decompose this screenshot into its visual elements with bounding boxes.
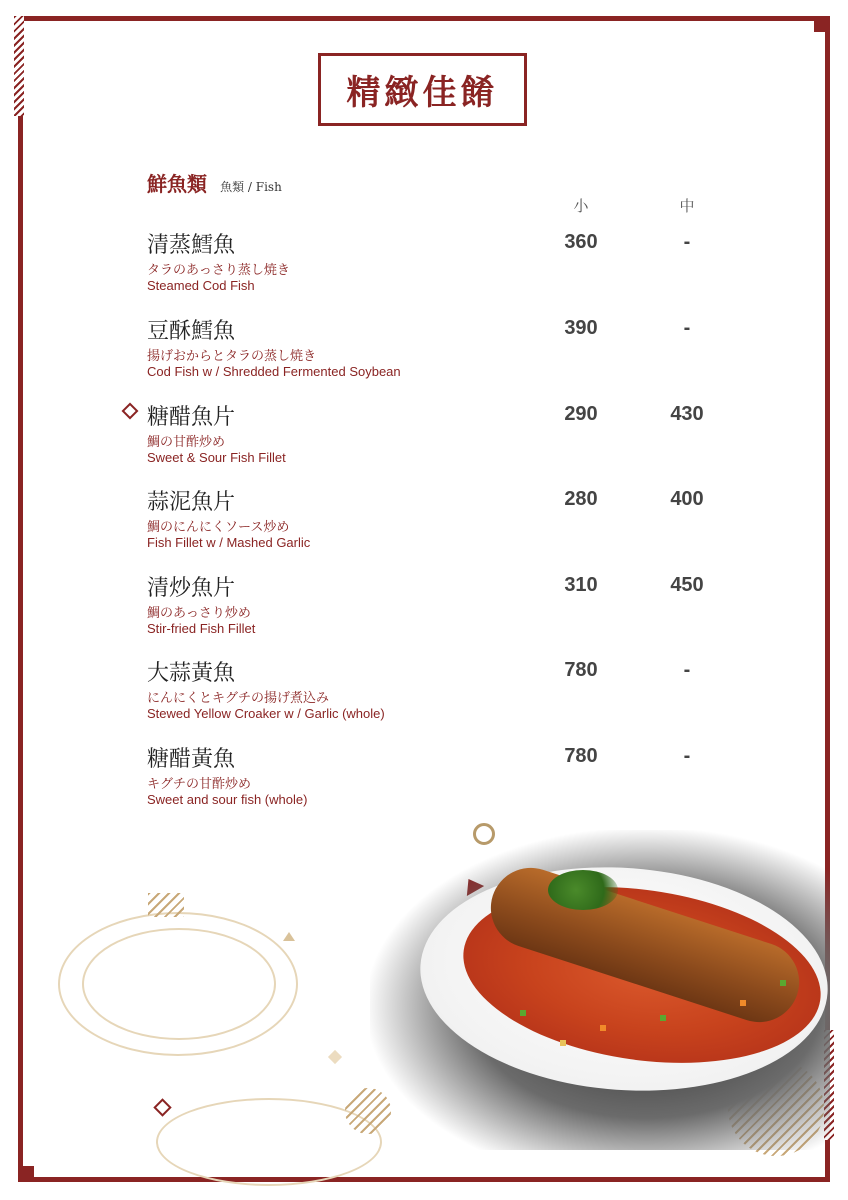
- item-name-zh: 豆酥鱈魚: [147, 319, 236, 344]
- price-medium: 430: [670, 403, 704, 425]
- price-small: 780: [564, 659, 598, 681]
- menu-item: [147, 485, 747, 565]
- page-title-box: [318, 53, 527, 126]
- price-small: 390: [564, 317, 598, 339]
- item-name-en: Sweet & Sour Fish Fillet: [147, 450, 286, 465]
- menu-item: [147, 228, 747, 308]
- section-title: 鮮魚類: [147, 172, 207, 196]
- item-name-zh: 清蒸鱈魚: [147, 233, 236, 258]
- item-name-en: Steamed Cod Fish: [147, 278, 255, 293]
- decorative-hatch-small: [148, 893, 184, 917]
- price-medium: -: [683, 317, 691, 339]
- menu-item: [147, 571, 747, 651]
- menu-item: [147, 742, 747, 822]
- menu-item: [147, 314, 747, 394]
- dish-vegetable: [600, 1025, 606, 1031]
- triangle-icon: [283, 932, 295, 941]
- item-name-zh: 大蒜黃魚: [147, 661, 236, 686]
- item-name-ja: 鯛のにんにくソース炒め: [147, 520, 290, 535]
- price-medium: -: [683, 231, 691, 253]
- dish-garnish: [548, 870, 618, 910]
- price-medium: 400: [670, 488, 704, 510]
- item-name-ja: キグチの甘酢炒め: [147, 777, 252, 792]
- dish-vegetable: [560, 1040, 566, 1046]
- menu-item: [147, 400, 747, 480]
- column-header-small: 小: [573, 197, 589, 215]
- item-name-zh: 糖醋黃魚: [147, 747, 236, 772]
- item-name-ja: 揚げおからとタラの蒸し焼き: [147, 349, 317, 364]
- price-small: 780: [564, 745, 598, 767]
- item-name-zh: 清炒魚片: [147, 576, 236, 601]
- item-name-ja: 鯛の甘酢炒め: [147, 435, 226, 450]
- item-name-en: Fish Fillet w / Mashed Garlic: [147, 535, 311, 550]
- item-name-en: Sweet and sour fish (whole): [147, 792, 308, 807]
- item-name-en: Stir-fried Fish Fillet: [147, 621, 256, 636]
- item-name-zh: 糖醋魚片: [147, 405, 236, 430]
- page-title: 精緻佳餚: [346, 73, 499, 113]
- column-header-medium: 中: [679, 197, 695, 215]
- frame-corner-bottom-left: [18, 1166, 34, 1182]
- item-name-en: Cod Fish w / Shredded Fermented Soybean: [147, 364, 401, 379]
- decorative-stripes-top-left: [14, 16, 24, 116]
- price-small: 310: [564, 574, 598, 596]
- section-subtitle: 魚類 / Fish: [220, 180, 282, 194]
- price-small: 290: [564, 403, 598, 425]
- price-medium: -: [683, 745, 691, 767]
- item-name-en: Stewed Yellow Croaker w / Garlic (whole): [147, 706, 385, 721]
- dish-vegetable: [740, 1000, 746, 1006]
- price-small: 360: [564, 231, 598, 253]
- item-name-ja: にんにくとキグチの揚げ煮込み: [147, 691, 330, 706]
- menu-item: [147, 656, 747, 736]
- section-header: [147, 168, 282, 197]
- price-medium: 450: [670, 574, 704, 596]
- item-name-zh: 蒜泥魚片: [147, 490, 236, 515]
- price-medium: -: [683, 659, 691, 681]
- dish-vegetable: [660, 1015, 666, 1021]
- dish-vegetable: [780, 980, 786, 986]
- frame-corner-top-right: [814, 16, 830, 32]
- sketch-plate-noodles-inner: [82, 928, 276, 1040]
- item-name-ja: 鯛のあっさり炒め: [147, 606, 251, 621]
- item-name-ja: タラのあっさり蒸し焼き: [147, 263, 290, 278]
- price-small: 280: [564, 488, 598, 510]
- dish-vegetable: [520, 1010, 526, 1016]
